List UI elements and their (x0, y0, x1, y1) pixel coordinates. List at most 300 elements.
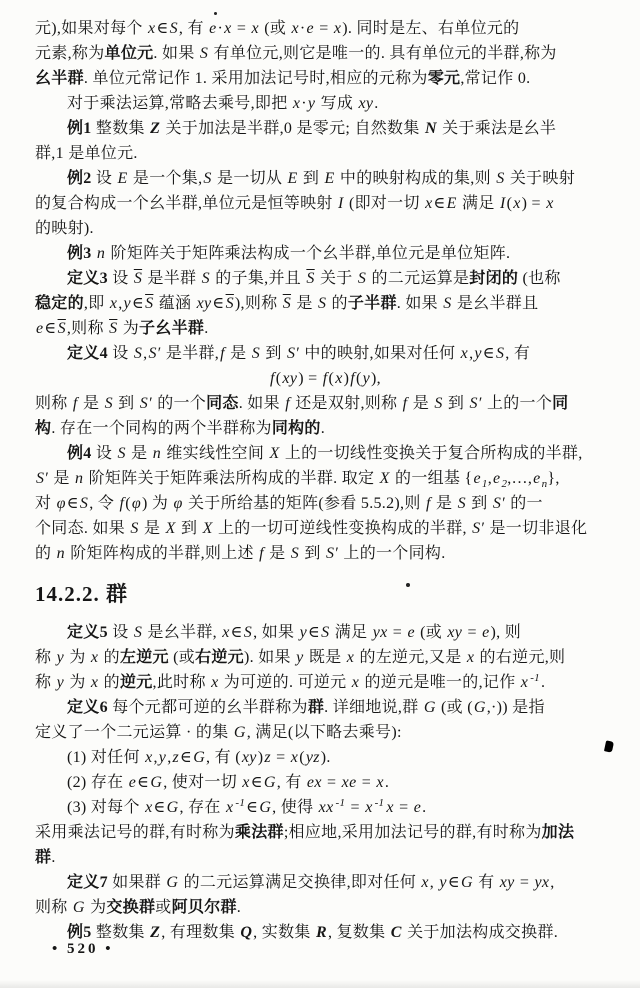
text-run: , 如果 (253, 624, 299, 641)
text-run: , (469, 345, 474, 362)
text-run: 设 (107, 270, 133, 287)
text-run: 的右逆元,则 (475, 649, 566, 666)
text-run: E (446, 195, 457, 212)
text-run: 子幺半群 (139, 320, 205, 337)
text-run: 对 (35, 495, 56, 512)
text-run: $\overline{S}$ (109, 320, 118, 337)
text-line (35, 541, 615, 566)
text-run: (或 (259, 20, 291, 37)
text-run: ). (320, 749, 331, 766)
text-run: ∈ (153, 799, 166, 816)
text-run: . (374, 95, 379, 112)
text-run: ∈ (230, 624, 243, 641)
text-run: z (264, 749, 271, 766)
text-run: 的二元运算满足交换律,即对任何 (179, 874, 421, 891)
text-run: 的 (327, 295, 348, 312)
text-run: 既是 (304, 649, 346, 666)
text-run: , (143, 345, 148, 362)
text-run: 关于加法是半群,0 是零元; 自然数集 (161, 120, 424, 137)
text-run: 上的一切可逆线性变换构成的半群, (213, 520, 472, 537)
text-run: f (259, 545, 264, 562)
text-run: 到 (298, 170, 324, 187)
text-run: , (167, 749, 172, 766)
text-line (35, 41, 615, 66)
text-run: ∈ (44, 320, 57, 337)
text-run: f (322, 370, 328, 387)
text-run: S′ (139, 395, 152, 412)
text-run: ∈ (433, 195, 446, 212)
text-run: 例4 (67, 445, 92, 462)
text-run: 到 (443, 395, 469, 412)
text-run: (或 (415, 624, 447, 641)
text-run: 则称 (35, 395, 72, 412)
text-run: 同构的 (271, 420, 321, 437)
text-run: (3) 对每个 (67, 799, 145, 816)
text-run: G (263, 774, 276, 791)
text-run: 到 (113, 395, 139, 412)
text-run: yx (372, 624, 388, 641)
text-run: 单位元 (104, 45, 154, 62)
text-run: y (296, 649, 304, 666)
text-run: , 有 ( (206, 749, 241, 766)
text-line (35, 291, 615, 316)
text-line (35, 895, 615, 920)
text-run: ∈ (250, 774, 263, 791)
text-run: x (225, 799, 234, 816)
text-run: S′ (492, 495, 505, 512)
text-run: 为 (85, 899, 107, 916)
text-run: y (56, 649, 65, 666)
text-run: f (220, 345, 225, 362)
text-run: , 有 (178, 20, 209, 37)
text-run: 加法 (541, 824, 575, 841)
text-run: f (425, 495, 431, 512)
text-run: 是 (139, 520, 165, 537)
text-run: = (314, 20, 333, 37)
text-run: . (204, 320, 209, 337)
text-run: X (269, 445, 280, 462)
text-line (35, 720, 615, 745)
text-run: · (299, 20, 306, 37)
text-run: 的 (99, 649, 120, 666)
text-run: n (75, 470, 84, 487)
text-run: f (119, 495, 125, 512)
text-run: 关于加法构成交换群. (402, 924, 559, 941)
text-run: 元),如果对每个 (35, 20, 148, 37)
text-run: x (520, 674, 529, 691)
text-run: 逆元 (119, 674, 153, 691)
text-run: 是 (225, 345, 251, 362)
text-run: S (290, 545, 300, 562)
text-run: G (166, 874, 179, 891)
text-run: 定义3 (67, 270, 108, 287)
text-run: . 存在一个同构的两个半群称为 (51, 420, 272, 437)
text-run: S (133, 624, 143, 641)
text-run: ) = (298, 370, 322, 387)
text-run: φ (173, 495, 183, 512)
text-run: = (232, 20, 251, 37)
text-run: x (211, 674, 219, 691)
text-run: 的 (35, 545, 56, 562)
text-run: ,…, (507, 470, 533, 487)
text-run: , (550, 874, 555, 891)
text-run: 左逆元 (119, 649, 169, 666)
text-run: . (384, 774, 390, 791)
text-run: 的一组基 { (390, 470, 473, 487)
text-run: -1 (235, 796, 246, 809)
text-run: , 存在 (179, 799, 225, 816)
text-run: 右逆元 (195, 649, 244, 666)
text-run: 定义7 (67, 874, 108, 891)
text-run: $\overline{S}$ (57, 320, 66, 337)
text-run: = (394, 799, 413, 816)
text-run: ∈ (447, 874, 460, 891)
text-run: 个同态. 如果 (35, 520, 130, 537)
text-run: E (117, 170, 128, 187)
text-run: . (51, 849, 56, 866)
text-run: xx (318, 799, 334, 816)
text-run: e (306, 20, 314, 37)
text-run: I (338, 195, 344, 212)
text-run: $\overline{S}$ (282, 295, 292, 312)
text-line (35, 695, 615, 720)
text-run: x (466, 649, 475, 666)
text-run: f (402, 395, 408, 412)
text-run: 的子集,并且 (210, 270, 306, 287)
text-run: (也称 (518, 270, 561, 287)
text-line (35, 166, 615, 191)
text-run: n (96, 245, 106, 262)
text-run: S (201, 270, 210, 287)
text-run: 是 (431, 495, 457, 512)
text-run: S (104, 395, 113, 412)
text-run: 关于映射 (505, 170, 576, 187)
text-run: X (379, 470, 390, 487)
text-run: S (199, 45, 209, 62)
text-run: G (166, 799, 179, 816)
text-run: G (193, 749, 206, 766)
text-run: 同 (552, 395, 569, 412)
text-run: , 实数集 (253, 924, 315, 941)
text-run: x (513, 195, 521, 212)
text-run: 群 (35, 849, 52, 866)
text-run: 子半群 (347, 295, 397, 312)
text-run: Q (240, 924, 253, 941)
text-run: ( (299, 749, 305, 766)
text-run: ) 为 (141, 495, 173, 512)
text-run: , (153, 749, 158, 766)
text-run: ∈ (482, 345, 495, 362)
section-heading: 14.2.2. 群 (35, 582, 128, 606)
text-line (35, 91, 615, 116)
text-run: f (285, 395, 290, 412)
text-run: e (482, 624, 490, 641)
text-run: I (499, 195, 506, 212)
text-run: 对于乘法运算,常略去乘号,即把 (67, 95, 292, 112)
text-run: . (320, 420, 326, 437)
text-run: 乘法群 (234, 824, 284, 841)
text-run: $\overline{S}$ (225, 295, 234, 312)
text-run: x (346, 649, 355, 666)
text-run: G (460, 874, 473, 891)
text-run: 蕴涵 (154, 295, 196, 312)
text-run: 整数集 (91, 924, 150, 941)
text-run: C (390, 924, 402, 941)
text-run: 是幺半群且 (452, 295, 539, 312)
text-run: 的二元运算是 (367, 270, 470, 287)
text-run: 或 (155, 899, 172, 916)
text-run: 构 (35, 420, 52, 437)
text-run: G (150, 774, 163, 791)
ink-speck (406, 583, 410, 587)
text-run: x (546, 195, 554, 212)
text-line (35, 845, 615, 870)
text-run: 到 (176, 520, 202, 537)
text-run: 的 (99, 674, 120, 691)
text-line (35, 620, 615, 645)
text-run: G (473, 699, 486, 716)
text-run: 设 (91, 445, 117, 462)
scan-shadow (0, 980, 640, 988)
text-run: x (222, 624, 230, 641)
text-run: S (317, 295, 327, 312)
text-run: S (357, 270, 367, 287)
text-line (35, 66, 615, 91)
text-run: $\overline{S}$ (145, 295, 154, 312)
text-run: 的一 (505, 495, 543, 512)
text-run: 为 (118, 320, 139, 337)
text-run: = (346, 799, 365, 816)
text-run: ,常记作 0. (460, 70, 531, 87)
text-run: . (540, 674, 546, 691)
text-run: 定义6 (67, 699, 108, 716)
text-run: , 有 (505, 345, 531, 362)
text-run: 中的映射构成的集,则 (335, 170, 496, 187)
text-run: f (350, 370, 355, 387)
text-run: S (243, 624, 253, 641)
text-run: S (203, 170, 212, 187)
text-run: ;相应地,采用加法记号的群,有时称为 (283, 824, 542, 841)
text-run: ∈ (137, 774, 150, 791)
text-run: $\overline{S}$ (306, 270, 315, 287)
text-run: S′ (469, 395, 482, 412)
text-run: e (533, 470, 541, 487)
text-run: = (322, 774, 341, 791)
text-run: x (145, 749, 153, 766)
text-run: x (460, 345, 469, 362)
text-run: 是一切从 (212, 170, 287, 187)
text-run: ) (343, 370, 350, 387)
text-line (35, 366, 615, 391)
text-line (35, 191, 615, 216)
text-run: · (217, 20, 224, 37)
text-run: (1) 对任何 (67, 749, 145, 766)
text-run: 是 (408, 395, 434, 412)
text-run: f (270, 370, 275, 387)
text-run: 是 (264, 545, 290, 562)
text-run: 设 (107, 624, 133, 641)
text-run: ∈ (212, 295, 225, 312)
text-run: ), (371, 370, 381, 387)
text-line (35, 416, 615, 441)
text-run: E (324, 170, 335, 187)
text-run: 满足 (457, 195, 499, 212)
text-run: 阶矩阵构成的半群,则上述 (65, 545, 259, 562)
text-run: S′ (326, 545, 339, 562)
text-run: ). 如果 (243, 649, 296, 666)
text-run: G (72, 899, 85, 916)
text-run: 例5 (67, 924, 92, 941)
text-run: , 使对一切 (163, 774, 242, 791)
text-run: S (79, 495, 89, 512)
page-number: • 520 • (52, 941, 114, 957)
text-run: 上的一个同构. (339, 545, 446, 562)
text-run: . (236, 899, 242, 916)
text-run: S (496, 170, 505, 187)
text-run: 采用乘法记号的群,有时称为 (35, 824, 235, 841)
text-run: -1 (530, 671, 540, 684)
text-run: z (172, 749, 180, 766)
text-run: . 如果 (396, 295, 443, 312)
text-run: φ (56, 495, 66, 512)
text-run: 上的一切线性变换关于复合所构成的半群, (280, 445, 583, 462)
text-run: . 单位元常记作 1. 采用加法记号时,相应的元称为 (83, 70, 428, 87)
text-run: ),则称 (234, 295, 282, 312)
text-run: 阿贝尔群 (171, 899, 237, 916)
text-run: 到 (300, 545, 325, 562)
text-run: e (128, 774, 137, 791)
text-line (35, 216, 615, 241)
text-run: 是 (49, 470, 75, 487)
text-run: xy (358, 95, 374, 112)
text-run: $\overline{S}$ (133, 270, 143, 287)
text-run: 称 (35, 649, 56, 666)
text-run: yz (305, 749, 320, 766)
text-run: ∈ (308, 624, 321, 641)
text-run: 是 (78, 395, 104, 412)
text-run: 阶矩阵关于矩阵乘法所构成的半群. 取定 (84, 470, 379, 487)
text-run: 是幺半群, (143, 624, 222, 641)
text-run: xy (196, 295, 212, 312)
text-run: 是 (292, 295, 317, 312)
text-run: 是半群, (161, 345, 220, 362)
text-run: S (457, 495, 466, 512)
text-run: , (118, 295, 123, 312)
text-run: xy (447, 624, 463, 641)
text-run: S (321, 624, 330, 641)
text-run: , 复数集 (327, 924, 390, 941)
page-text (35, 16, 615, 945)
text-run: S′ (472, 520, 485, 537)
text-run: X (202, 520, 213, 537)
text-line (35, 645, 615, 670)
text-run: = (463, 624, 482, 641)
text-run: 到 (466, 495, 492, 512)
text-run: ( (506, 195, 513, 212)
text-run: e (407, 624, 415, 641)
text-line (35, 466, 615, 491)
text-run: ,此时称 (152, 674, 211, 691)
text-run: ) = (521, 195, 546, 212)
text-run: 是一个集, (128, 170, 203, 187)
text-run: 则称 (35, 899, 72, 916)
text-run: ( (355, 370, 362, 387)
text-run: xy (241, 749, 257, 766)
text-run: 稳定的 (35, 295, 84, 312)
text-run: x (291, 20, 299, 37)
text-run: e (413, 799, 422, 816)
text-run: · (301, 95, 307, 112)
text-run: ∈ (66, 495, 79, 512)
text-run: 1 (481, 478, 488, 491)
text-run: (或 (168, 649, 196, 666)
text-run: N (424, 120, 437, 137)
text-run: xe (341, 774, 357, 791)
text-run: x (351, 674, 360, 691)
text-run: G (233, 724, 246, 741)
text-line (35, 441, 615, 466)
text-run: 满足 (330, 624, 372, 641)
text-run: S′ (36, 470, 49, 487)
text-line (35, 116, 615, 141)
text-run: Z (150, 120, 161, 137)
text-line (35, 770, 615, 795)
text-run: 称 (35, 674, 56, 691)
text-run: = (357, 774, 376, 791)
text-run: 是一切非退化 (485, 520, 588, 537)
text-run: ∈ (131, 295, 145, 312)
text-run: 零元 (427, 70, 461, 87)
text-run: 是半群 (143, 270, 201, 287)
text-run: y (474, 345, 482, 362)
text-run: 幺半群 (35, 70, 84, 87)
text-run: e (473, 470, 481, 487)
text-run: , 有理数集 (161, 924, 240, 941)
text-line (35, 141, 615, 166)
text-run: 元素,称为 (35, 45, 105, 62)
text-run: 的复合构成一个幺半群,单位元是恒等映射 (35, 195, 338, 212)
text-run: x (90, 649, 99, 666)
text-run: S (130, 520, 139, 537)
text-run: . 如果 (238, 395, 285, 412)
text-run: G (259, 799, 272, 816)
text-run: x (425, 195, 433, 212)
text-run: 写成 (316, 95, 358, 112)
text-run: 同态 (206, 395, 239, 412)
text-run: n (152, 445, 162, 462)
text-run: 定义4 (67, 345, 108, 362)
text-line (35, 16, 615, 41)
text-run: x (148, 20, 156, 37)
text-run: x (145, 799, 153, 816)
text-run: -1 (374, 796, 385, 809)
text-run: φ (131, 495, 141, 512)
text-run: 中的映射,如果对任何 (300, 345, 460, 362)
text-line (35, 266, 615, 291)
text-run: 关于乘法是幺半 (437, 120, 557, 137)
text-run: ex (306, 774, 322, 791)
text-run: x (224, 20, 232, 37)
text-run: S (169, 20, 178, 37)
text-run: (2) 存在 (67, 774, 128, 791)
text-run: 为 (65, 674, 90, 691)
text-run: x (109, 295, 118, 312)
text-run: 是 (126, 445, 152, 462)
text-run: 设 (91, 170, 117, 187)
text-run: ( (275, 370, 282, 387)
text-run: 还是双射,则称 (290, 395, 402, 412)
text-run: 例3 (67, 245, 92, 262)
